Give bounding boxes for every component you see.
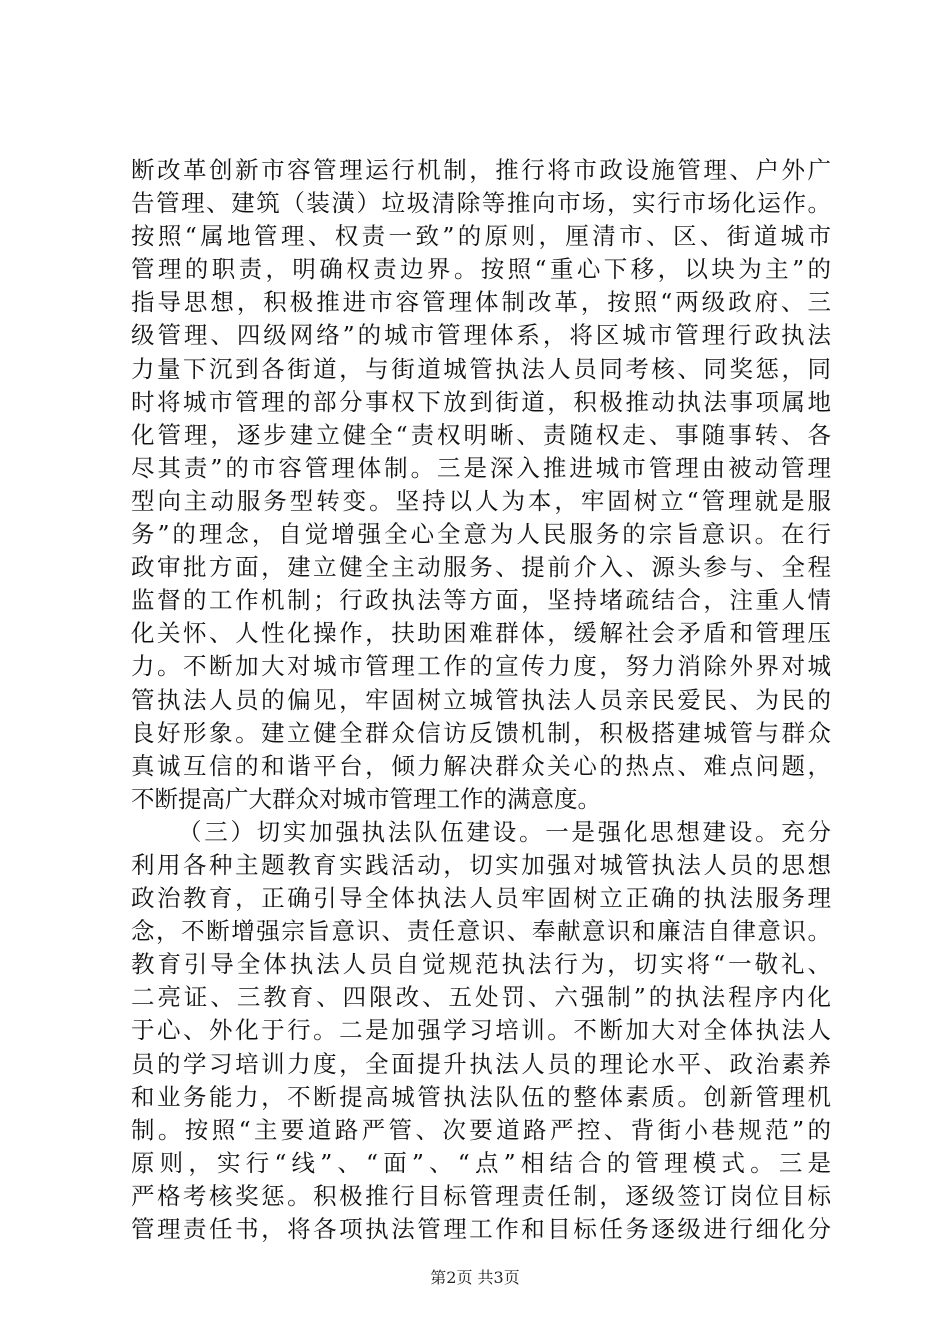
text-line: 告管理、建筑（装潢）垃圾清除等推向市场，实行市场化运作。 [131, 189, 831, 218]
text-line: 政审批方面，建立健全主动服务、提前介入、源头参与、全程 [131, 553, 831, 582]
page-footer [0, 1268, 950, 1288]
text-line: 教育引导全体执法人员自觉规范执法行为，切实将“一敬礼、 [131, 950, 831, 979]
text-line: 念，不断增强宗旨意识、责任意识、奉献意识和廉洁自律意识。 [131, 917, 831, 946]
text-line: 管理责任书，将各项执法管理工作和目标任务逐级进行细化分 [131, 1215, 831, 1243]
text-line: 时将城市管理的部分事权下放到街道，积极推动执法事项属地 [131, 387, 831, 416]
text-line: 尽其责”的市容管理体制。三是深入推进城市管理由被动管理 [131, 453, 831, 482]
text-line: 管理的职责，明确权责边界。按照“重心下移，以块为主”的 [131, 255, 831, 284]
text-line: 断改革创新市容管理运行机制，推行将市政设施管理、户外广 [131, 156, 831, 184]
text-line: 利用各种主题教育实践活动，切实加强对城管执法人员的思想 [131, 850, 831, 879]
text-line: 制。按照“主要道路严管、次要道路严控、背街小巷规范”的 [131, 1115, 831, 1144]
text-line: 政治教育，正确引导全体执法人员牢固树立正确的执法服务理 [131, 884, 831, 913]
text-line: 按照“属地管理、权责一致”的原则，厘清市、区、街道城市 [131, 222, 831, 251]
page-number: 第2页 共3页 [430, 1268, 520, 1287]
text-line: 化关怀、人性化操作，扶助困难群体，缓解社会矛盾和管理压 [131, 619, 831, 648]
text-line: 力量下沉到各街道，与街道城管执法人员同考核、同奖惩，同 [131, 354, 831, 383]
text-line: 严格考核奖惩。积极推行目标管理责任制，逐级签订岗位目标 [131, 1181, 831, 1210]
text-line: 真诚互信的和谐平台，倾力解决群众关心的热点、难点问题， [131, 751, 831, 780]
text-line: 于心、外化于行。二是加强学习培训。不断加大对全体执法人 [131, 1016, 831, 1045]
text-line: 监督的工作机制；行政执法等方面，坚持堵疏结合，注重人情 [131, 586, 831, 615]
text-line: 管执法人员的偏见，牢固树立城管执法人员亲民爱民、为民的 [131, 685, 831, 714]
text-line: 务”的理念，自觉增强全心全意为人民服务的宗旨意识。在行 [131, 520, 831, 549]
text-line: 原则，实行“线”、“面”、“点”相结合的管理模式。三是 [131, 1148, 831, 1177]
text-line: 级管理、四级网络”的城市管理体系，将区城市管理行政执法 [131, 321, 831, 350]
text-line: 不断提高广大群众对城市管理工作的满意度。 [131, 784, 601, 813]
section-heading-line: （三）切实加强执法队伍建设。一是强化思想建设。充分 [178, 817, 831, 846]
text-line: 指导思想，积极推进市容管理体制改革，按照“两级政府、三 [131, 288, 831, 317]
body-text [131, 154, 831, 1246]
text-line: 二亮证、三教育、四限改、五处罚、六强制”的执法程序内化 [131, 983, 831, 1012]
text-line: 力。不断加大对城市管理工作的宣传力度，努力消除外界对城 [131, 652, 831, 681]
text-line: 和业务能力，不断提高城管执法队伍的整体素质。创新管理机 [131, 1082, 831, 1111]
text-line: 型向主动服务型转变。坚持以人为本，牢固树立“管理就是服 [131, 486, 831, 515]
text-line: 化管理，逐步建立健全“责权明晰、责随权走、事随事转、各 [131, 420, 831, 449]
text-line: 员的学习培训力度，全面提升执法人员的理论水平、政治素养 [131, 1049, 831, 1078]
text-line: 良好形象。建立健全群众信访反馈机制，积极搭建城管与群众 [131, 718, 831, 747]
